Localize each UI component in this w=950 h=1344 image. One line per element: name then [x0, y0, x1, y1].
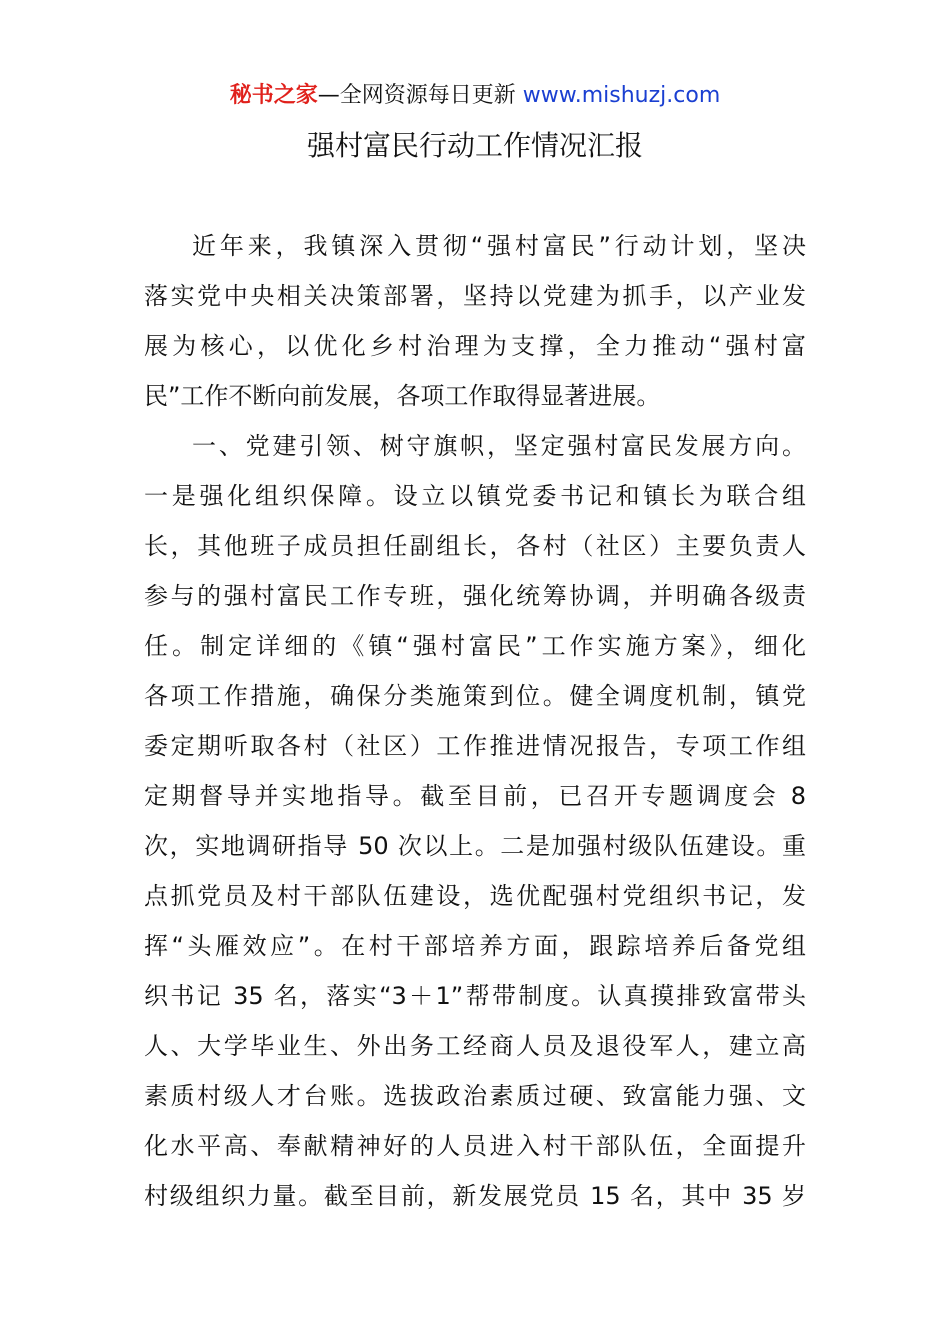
paragraph-line: 长，其他班子成员担任副组长，各村（社区）主要负责人: [144, 532, 806, 560]
brand-name: 秘书之家: [229, 83, 318, 108]
paragraph-line: 村级组织力量。截至目前，新发展党员 15 名，其中 35 岁: [144, 1182, 806, 1210]
paragraph-line: 定期督导并实地指导。截至目前，已召开专题调度会 8: [144, 782, 806, 810]
section-heading-line: 一、党建引领、树守旗帜，坚定强村富民发展方向。: [192, 432, 806, 460]
paragraph-line: 织书记 35 名，落实“3＋1”帮带制度。认真摸排致富带头: [144, 982, 806, 1010]
site-tagline: —全网资源每日更新: [317, 83, 523, 108]
paragraph-line: 挥“头雁效应”。在村干部培养方面，跟踪培养后备党组: [144, 932, 806, 960]
paragraph-line: 展为核心，以优化乡村治理为支撑，全力推动“强村富: [144, 332, 806, 360]
document-body: [144, 221, 806, 1221]
paragraph-line: 民”工作不断向前发展，各项工作取得显著进展。: [144, 382, 661, 410]
paragraph-line: 一是强化组织保障。设立以镇党委书记和镇长为联合组: [144, 482, 806, 510]
paragraph-line: 委定期听取各村（社区）工作推进情况报告，专项工作组: [144, 732, 806, 760]
paragraph-line: 各项工作措施，确保分类施策到位。健全调度机制，镇党: [144, 682, 806, 710]
paragraph-line: 化水平高、奉献精神好的人员进入村干部队伍，全面提升: [144, 1132, 806, 1160]
document-title: 强村富民行动工作情况汇报: [306, 129, 643, 162]
paragraph-line: 人、大学毕业生、外出务工经商人员及退役军人，建立高: [144, 1032, 806, 1060]
site-url-link[interactable]: www.mishuzj.com: [522, 83, 721, 108]
paragraph-line: 落实党中央相关决策部署，坚持以党建为抓手，以产业发: [144, 282, 806, 310]
paragraph-line: 任。制定详细的《镇“强村富民”工作实施方案》，细化: [144, 632, 806, 660]
site-header: [0, 80, 950, 112]
paragraph-line: 点抓党员及村干部队伍建设，选优配强村党组织书记，发: [144, 882, 806, 910]
paragraph-line: 近年来，我镇深入贯彻“强村富民”行动计划，坚决: [192, 232, 806, 260]
paragraph-line: 素质村级人才台账。选拔政治素质过硬、致富能力强、文: [144, 1082, 806, 1110]
paragraph-line: 参与的强村富民工作专班，强化统筹协调，并明确各级责: [144, 582, 806, 610]
paragraph-line: 次，实地调研指导 50 次以上。二是加强村级队伍建设。重: [144, 832, 806, 860]
